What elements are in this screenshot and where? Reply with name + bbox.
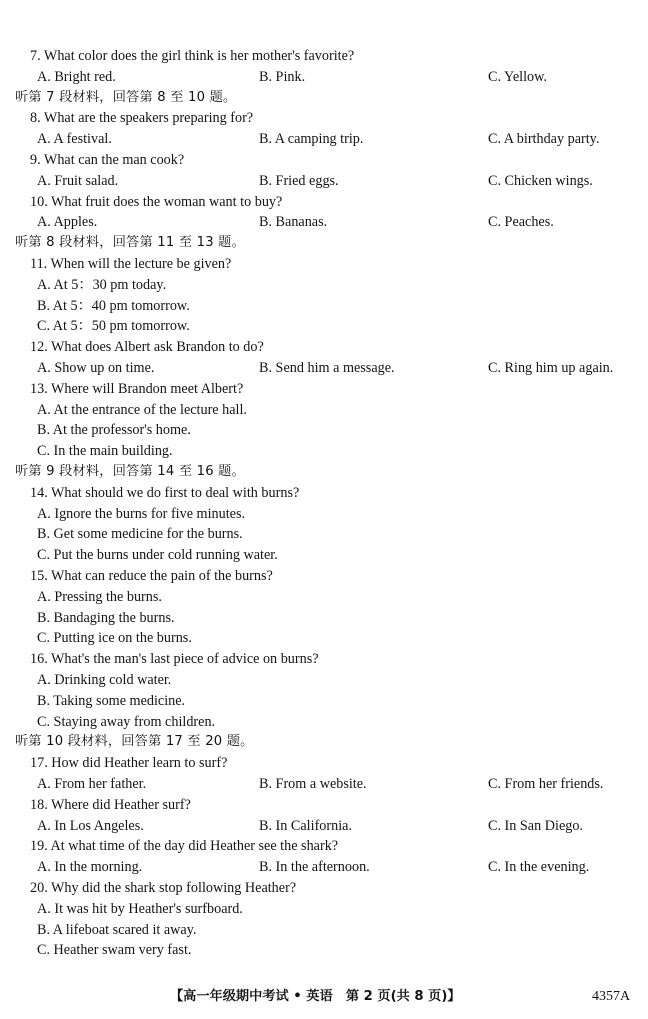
- option-b: B. Bananas.: [259, 214, 328, 231]
- question-text: 14. What should we do first to deal with burns?: [30, 484, 300, 501]
- question-text: 18. Where did Heather surf?: [30, 796, 191, 813]
- option-text: B. At 5：40 pm tomorrow.: [37, 297, 190, 314]
- option-text: C. Heather swam very fast.: [37, 942, 192, 959]
- option-c: C. Ring him up again.: [488, 360, 614, 376]
- options-row: [0, 212, 648, 232]
- option-line: [0, 587, 648, 607]
- options-row: [0, 171, 648, 191]
- option-line: [0, 628, 648, 648]
- option-text: B. Get some medicine for the burns.: [37, 526, 243, 543]
- option-text: A. At 5：30 pm today.: [37, 276, 167, 293]
- question-line: [0, 753, 648, 773]
- question-line: [0, 566, 648, 586]
- option-b: B. In California.: [259, 817, 352, 834]
- option-line: [0, 524, 648, 544]
- option-line: [0, 899, 648, 919]
- question-text: 10. What fruit does the woman want to buy?: [30, 193, 283, 210]
- option-text: C. Putting ice on the burns.: [37, 630, 192, 647]
- option-text: A. It was hit by Heather's surfboard.: [37, 900, 243, 917]
- question-line: [0, 836, 648, 856]
- option-b: B. Fried eggs.: [259, 172, 339, 189]
- question-text: 11. When will the lecture be given?: [30, 256, 232, 272]
- option-text: B. Bandaging the burns.: [37, 609, 175, 626]
- section-instruction: [15, 462, 648, 482]
- options-row: [0, 67, 648, 87]
- options-row: [0, 857, 648, 877]
- question-text: 20. Why did the shark stop following Heather?: [30, 880, 297, 896]
- section-text: 听第 10 段材料，回答第 17 至 20 题。: [15, 734, 254, 750]
- option-line: [0, 920, 648, 940]
- option-a: A. A festival.: [37, 131, 112, 148]
- page-footer: [0, 986, 648, 1008]
- question-text: 16. What's the man's last piece of advice on burns?: [30, 651, 319, 668]
- option-b: B. Send him a message.: [259, 360, 395, 376]
- option-c: C. A birthday party.: [488, 131, 600, 148]
- option-a: A. Show up on time.: [37, 360, 155, 376]
- options-row: [0, 816, 648, 836]
- option-c: C. In the evening.: [488, 859, 590, 876]
- option-line: [0, 504, 648, 524]
- question-line: [0, 192, 648, 212]
- option-line: [0, 275, 648, 295]
- question-line: [0, 337, 648, 357]
- option-text: A. Pressing the burns.: [37, 588, 162, 605]
- option-c: C. Yellow.: [488, 68, 547, 85]
- option-text: A. Ignore the burns for five minutes.: [37, 505, 246, 522]
- options-row: [0, 774, 648, 794]
- question-line: [0, 150, 648, 170]
- option-line: [0, 670, 648, 690]
- question-text: 7. What color does the girl think is her mother's favorite?: [30, 48, 355, 64]
- question-text: 8. What are the speakers preparing for?: [30, 110, 254, 127]
- option-text: A. At the entrance of the lecture hall.: [37, 401, 247, 418]
- option-a: A. Fruit salad.: [37, 172, 119, 189]
- section-instruction: [15, 88, 648, 108]
- option-line: [0, 940, 648, 960]
- question-line: [0, 46, 648, 66]
- option-a: A. In the morning.: [37, 859, 143, 876]
- question-line: [0, 483, 648, 503]
- option-text: C. Put the burns under cold running water.: [37, 547, 278, 564]
- option-line: [0, 545, 648, 565]
- footer-exam-title: 【高一年级期中考试 • 英语 第 2 页(共 8 页)】: [170, 989, 461, 1004]
- option-c: C. In San Diego.: [488, 817, 583, 834]
- option-c: C. Peaches.: [488, 214, 554, 231]
- option-line: [0, 420, 648, 440]
- section-instruction: [15, 233, 648, 253]
- option-c: C. Chicken wings.: [488, 172, 593, 189]
- options-row: [0, 358, 648, 378]
- question-text: 13. Where will Brandon meet Albert?: [30, 380, 244, 397]
- section-text: 听第 7 段材料，回答第 8 至 10 题。: [15, 89, 237, 105]
- option-line: [0, 441, 648, 461]
- question-line: [0, 649, 648, 669]
- option-text: B. Taking some medicine.: [37, 692, 186, 709]
- question-text: 15. What can reduce the pain of the burns?: [30, 568, 273, 584]
- option-b: B. In the afternoon.: [259, 859, 370, 876]
- question-text: 17. How did Heather learn to surf?: [30, 755, 228, 772]
- option-text: B. At the professor's home.: [37, 422, 191, 439]
- option-line: [0, 691, 648, 711]
- option-line: [0, 712, 648, 732]
- section-text: 听第 8 段材料，回答第 11 至 13 题。: [15, 235, 245, 251]
- option-line: [0, 296, 648, 316]
- section-instruction: [15, 732, 648, 752]
- option-line: [0, 316, 648, 336]
- option-text: C. Staying away from children.: [37, 713, 216, 730]
- option-a: A. In Los Angeles.: [37, 817, 144, 834]
- option-a: A. From her father.: [37, 776, 147, 792]
- option-a: A. Bright red.: [37, 68, 116, 85]
- section-text: 听第 9 段材料，回答第 14 至 16 题。: [15, 464, 245, 479]
- option-text: A. Drinking cold water.: [37, 672, 172, 688]
- option-line: [0, 400, 648, 420]
- question-line: [0, 108, 648, 128]
- option-text: C. At 5：50 pm tomorrow.: [37, 318, 190, 335]
- option-b: B. Pink.: [259, 68, 306, 85]
- options-row: [0, 129, 648, 149]
- question-text: 12. What does Albert ask Brandon to do?: [30, 339, 264, 356]
- question-line: [0, 379, 648, 399]
- question-line: [0, 795, 648, 815]
- option-line: [0, 608, 648, 628]
- option-b: B. From a website.: [259, 776, 367, 792]
- option-a: A. Apples.: [37, 214, 98, 231]
- question-line: [0, 878, 648, 898]
- option-text: C. In the main building.: [37, 443, 173, 460]
- question-text: 9. What can the man cook?: [30, 152, 185, 168]
- question-text: 19. At what time of the day did Heather see the shark?: [30, 838, 339, 855]
- option-b: B. A camping trip.: [259, 131, 364, 148]
- footer-paper-code: 4357A: [592, 989, 631, 1004]
- option-text: B. A lifeboat scared it away.: [37, 921, 197, 938]
- option-c: C. From her friends.: [488, 776, 604, 792]
- question-line: [0, 254, 648, 274]
